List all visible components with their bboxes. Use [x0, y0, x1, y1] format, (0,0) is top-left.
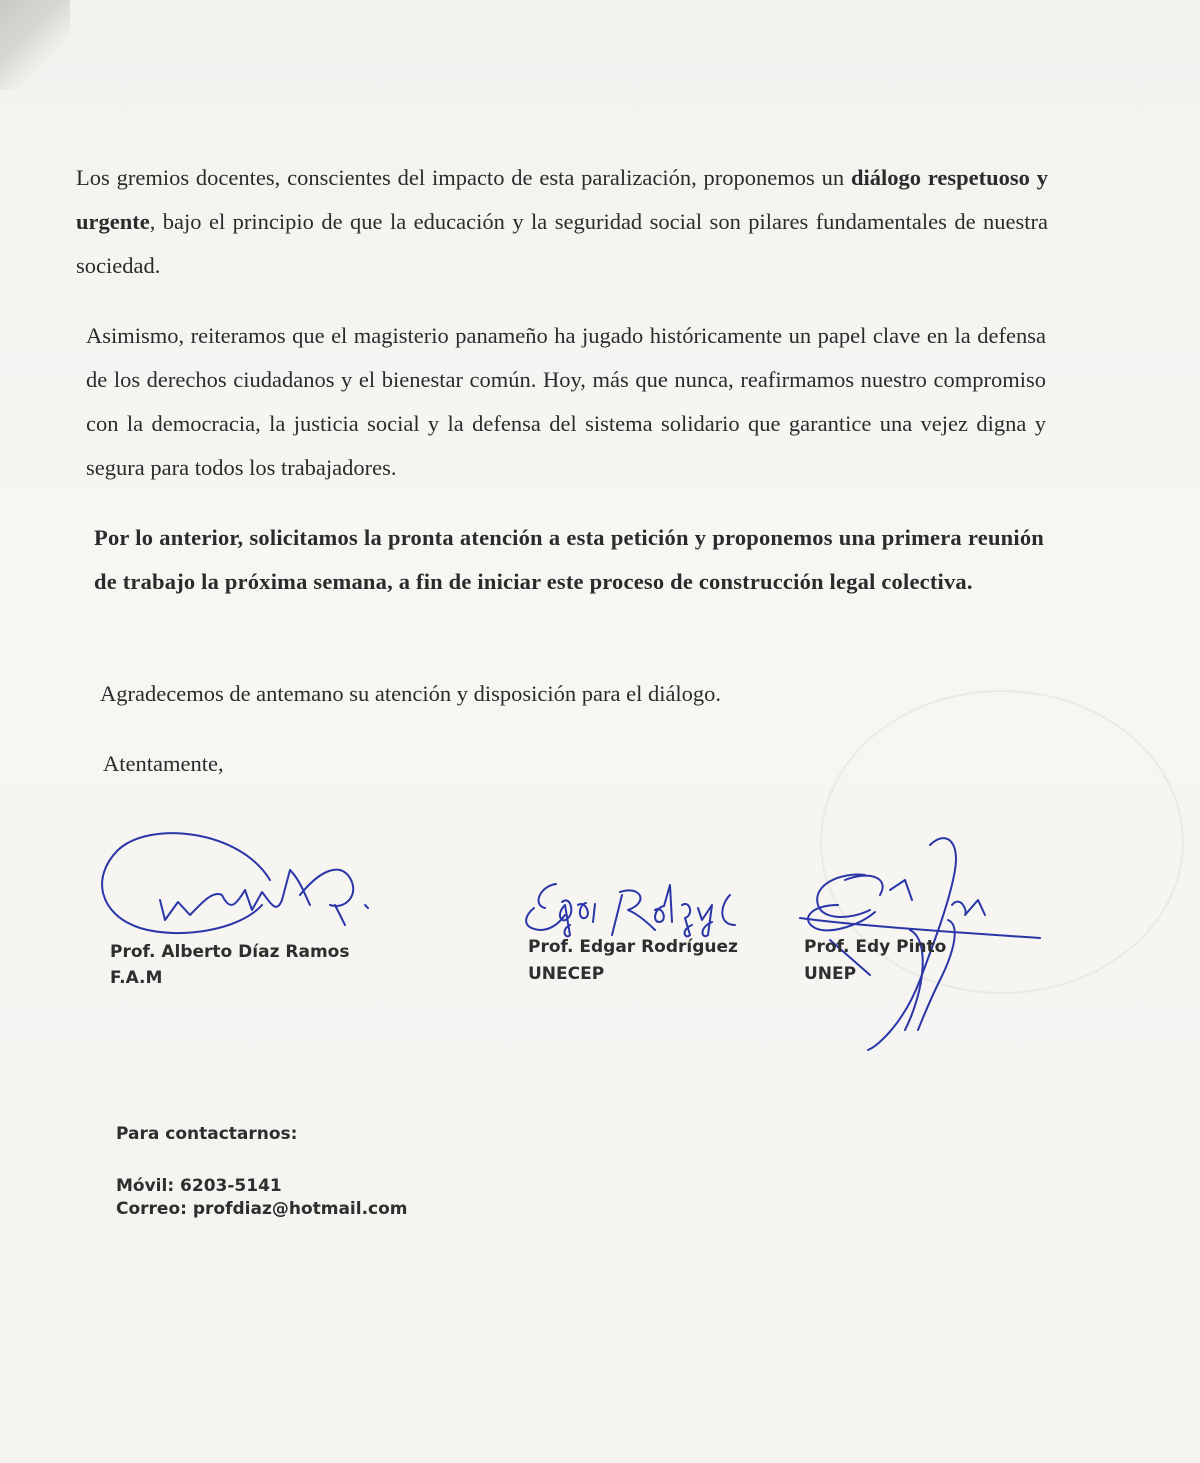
- signatory-2-org: UNECEP: [528, 964, 605, 984]
- signatory-3-org: UNEP: [804, 964, 857, 984]
- paper-edge-shadow: [0, 0, 70, 90]
- paragraph-meeting-request: Por lo anterior, solicitamos la pronta atención a esta petición y proponemos una primera reunión de trabajo la próxima semana, a fin de iniciar este proceso de construcción legal colectiva.: [94, 525, 1044, 594]
- signatory-1-name: Prof. Alberto Díaz Ramos: [110, 942, 350, 962]
- signatory-1-org: F.A.M: [110, 968, 163, 988]
- closing-salutation: Atentamente,: [103, 751, 224, 776]
- paragraph-commitment: Asimismo, reiteramos que el magisterio panameño ha jugado históricamente un papel clave en la defensa de los derechos ciudadanos y el bienestar común. Hoy, más que nunca, reafirmamos nuestro compromiso con la democracia, la justicia social y la defensa del sistema solidario que garantice una vejez digna y segura para todos los trabajadores.: [86, 323, 1046, 480]
- contact-mobile: Móvil: 6203-5141: [116, 1176, 282, 1196]
- paragraph-1-bold-phrase: diálogo respetuoso y urgente: [76, 165, 1048, 234]
- paragraph-thanks: Agradecemos de antemano su atención y disposición para el diálogo.: [100, 681, 722, 706]
- signature-alberto-diaz: [102, 833, 368, 933]
- paragraph-1-text-end: , bajo el principio de que la educación y la seguridad social son pilares fundamentales de nuestra sociedad.: [76, 209, 1048, 278]
- signatory-3-name: Prof. Edy Pinto: [804, 937, 947, 957]
- paragraph-dialogue-proposal: [76, 156, 1048, 288]
- contact-email: Correo: profdiaz@hotmail.com: [116, 1199, 408, 1219]
- contact-heading: Para contactarnos:: [116, 1124, 298, 1144]
- signature-edgar-rodriguez: [526, 884, 735, 936]
- signatory-2-name: Prof. Edgar Rodríguez: [528, 937, 738, 957]
- paragraph-1-text-start: Los gremios docentes, conscientes del impacto de esta paralización, proponemos un: [76, 165, 851, 190]
